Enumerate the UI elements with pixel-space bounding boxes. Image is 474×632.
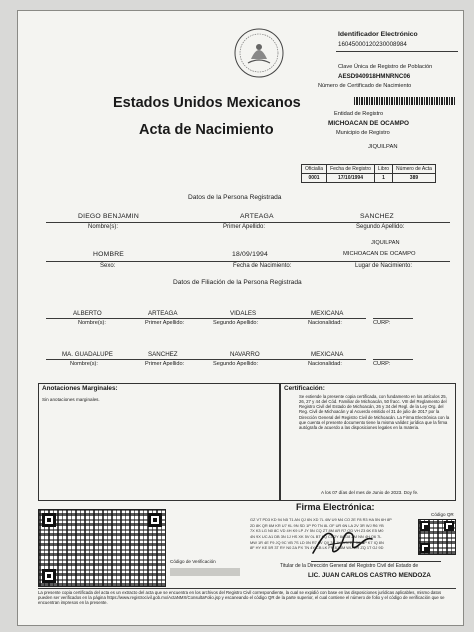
barcode — [354, 97, 456, 105]
qr-label: Código QR — [431, 512, 454, 517]
annotations-body: Sin anotaciones marginales. — [42, 397, 100, 402]
reg-value: 17/10/1994 — [327, 174, 375, 183]
reg-header: Número de Acta — [393, 165, 436, 174]
country-title: Estados Unidos Mexicanos — [113, 95, 301, 111]
id-value: 16045000120230008984 — [338, 41, 407, 48]
mother-second-surname: NAVARRO — [230, 351, 260, 358]
birth-certificate-sheet — [17, 10, 464, 626]
birth-place-line2: MICHOACAN DE OCAMPO — [343, 251, 416, 257]
father-nationality-label: Nacionalidad: — [308, 320, 342, 326]
father-names: ALBERTO — [73, 310, 102, 317]
father-first-surname: ARTEAGA — [148, 310, 178, 317]
father-second-surname: VIDALES — [230, 310, 257, 317]
hash-line: 8F HY KE 5R 3T RY N0 2A PX 7N 4Y CB LK FN 8J 6M WU KR ZQ 1T GJ 9D — [250, 545, 384, 551]
mother-nationality: MEXICANA — [311, 351, 344, 358]
mother-names: MA. GUADALUPE — [62, 351, 113, 358]
person-first-surname: ARTEAGA — [240, 213, 274, 220]
signature-scribble-icon — [308, 521, 378, 561]
birth-date-label: Fecha de Nacimiento: — [233, 263, 292, 269]
curp-label: Clave Única de Registro de Población — [338, 64, 433, 70]
person-names: DIEGO BENJAMIN — [78, 213, 139, 220]
entity-value: MICHOACAN DE OCAMPO — [328, 120, 409, 127]
annotations-box — [38, 383, 280, 501]
hash-line: GZ VT PD3 KD 94 N5 T1 AN QJ 6N XD 7L 4W U9 M4 CO 2E F8 R3 HA 5N 6H 8P — [250, 517, 392, 522]
reg-header: Oficialía — [302, 165, 327, 174]
person-names-label: Nombre(s): — [88, 224, 119, 230]
signature-qr-code — [418, 519, 456, 555]
father-curp-label: CURP: — [373, 320, 391, 326]
hash-line: MW 1R 4E F9 JQ 9C VB 7S LD 0N R7 8V QX 3S 1K WN EF 3G 5P K7 IQ 8N — [250, 539, 384, 545]
birth-place-line1: JIQUILPAN — [371, 240, 400, 246]
municipality-label: Municipio de Registro — [336, 130, 390, 136]
sex-value: HOMBRE — [93, 251, 125, 258]
hash-line: 2D 8K QR 6M KR U7 KL 9N SD 1P P0 TN 8L OF UR 6N LA 2V 3R WJ R6 YB — [250, 522, 384, 528]
birth-date-value: 18/09/1994 — [232, 251, 269, 258]
certification-title: Certificación: — [284, 385, 325, 392]
father-second-label: Segundo Apellido: — [213, 320, 259, 326]
mother-curp-label: CURP: — [373, 361, 391, 367]
mother-names-label: Nombre(s): — [70, 361, 98, 367]
municipality-value: JIQUILPAN — [368, 144, 398, 150]
annotations-title: Anotaciones Marginales: — [42, 385, 118, 392]
father-first-label: Primer Apellido: — [145, 320, 185, 326]
official-title: Titular de la Dirección General del Registro Civil del Estado de — [280, 563, 419, 569]
mother-first-surname: SANCHEZ — [148, 351, 178, 358]
id-label: Identificador Electrónico — [338, 31, 418, 38]
certification-date: A los 07 días del mes de Junio de 2023. Doy fe. — [321, 490, 419, 495]
mother-first-label: Primer Apellido: — [145, 361, 185, 367]
entity-label: Entidad de Registro — [334, 111, 384, 117]
birth-place-label: Lugar de Nacimiento: — [355, 263, 413, 269]
reg-value: 389 — [393, 174, 436, 183]
person-first-label: Primer Apellido: — [223, 224, 266, 230]
reg-value: 1 — [374, 174, 392, 183]
certification-box — [280, 383, 456, 501]
person-section-title: Datos de la Persona Registrada — [188, 194, 282, 201]
footer-text: La presente copia certificada del acta es un extracto del acta que se encuentra en los archivos del Registro Civil correspondiente, la cual se expidió con base en las disposiciones jurídicas aplicables, mismo datos pueden ser verificados en la página https://www.registrocivil.gob.mx/ActaNMX/ConsultaFolio.jsp y escaneando el código QR de la parte superior, el cual contiene el número de folio y el código de verificación que se encuentran impresos en la presente. — [38, 590, 445, 606]
mother-nationality-label: Nacionalidad: — [308, 361, 342, 367]
verification-code-field — [170, 568, 240, 576]
hash-line: 7X K3 LG N0 8C VD 4H K9 LP JY 5N CQ ZT 8M AR R7 OD VH Z3 6K E5 M0 — [250, 528, 384, 534]
curp-value: AESD940918HMNRNC06 — [338, 73, 411, 80]
document-title: Acta de Nacimiento — [139, 122, 274, 138]
coat-of-arms-seal-icon — [231, 27, 287, 79]
reg-value: 0001 — [302, 174, 327, 183]
person-second-label: Segundo Apellido: — [356, 224, 405, 230]
filiation-section-title: Datos de Filiación de la Persona Registrada — [173, 279, 302, 286]
sex-label: Sexo: — [100, 263, 116, 269]
cert-label: Número de Certificado de Nacimiento — [318, 83, 412, 89]
registry-table — [301, 164, 436, 183]
father-nationality: MEXICANA — [311, 310, 344, 317]
person-second-surname: SANCHEZ — [360, 213, 394, 220]
hash-line: 4N 9X UC A1 DB 3N 1J HS XK 5V 0L BT 6Q CL 2Y 8A D8 ZM NN 4H O6 7L — [250, 533, 382, 539]
official-name: LIC. JUAN CARLOS CASTRO MENDOZA — [308, 572, 431, 579]
reg-header: Fecha de Registro — [327, 165, 375, 174]
reg-header: Libro — [374, 165, 392, 174]
mother-second-label: Segundo Apellido: — [213, 361, 259, 367]
father-names-label: Nombre(s): — [78, 320, 106, 326]
verification-label: Código de Verificación — [170, 559, 216, 564]
certification-body: Se extiende la presente copia certificada, con fundamento en los artículos 25, 26, 27 y 44 del Cód. Familiar de Michoacán, 50 fracc. VIII del Reglamento del Registro Civil del Estado de Michoacán, 26 y 34 del Regl. de la Ley Org. del Reg. Civil de Michoacán y al Acuerdo emitido el 31 de julio de 2017 por la Dirección General del Registro Civil de Michoacán. La Firma Electrónica con la que cuenta el presente documento tiene la misma validez jurídica que la firma autógrafa de acuerdo a las disposiciones legales en la materia. — [299, 394, 450, 430]
signature-title: Firma Electrónica: — [296, 502, 375, 512]
verification-qr-code — [38, 509, 166, 587]
